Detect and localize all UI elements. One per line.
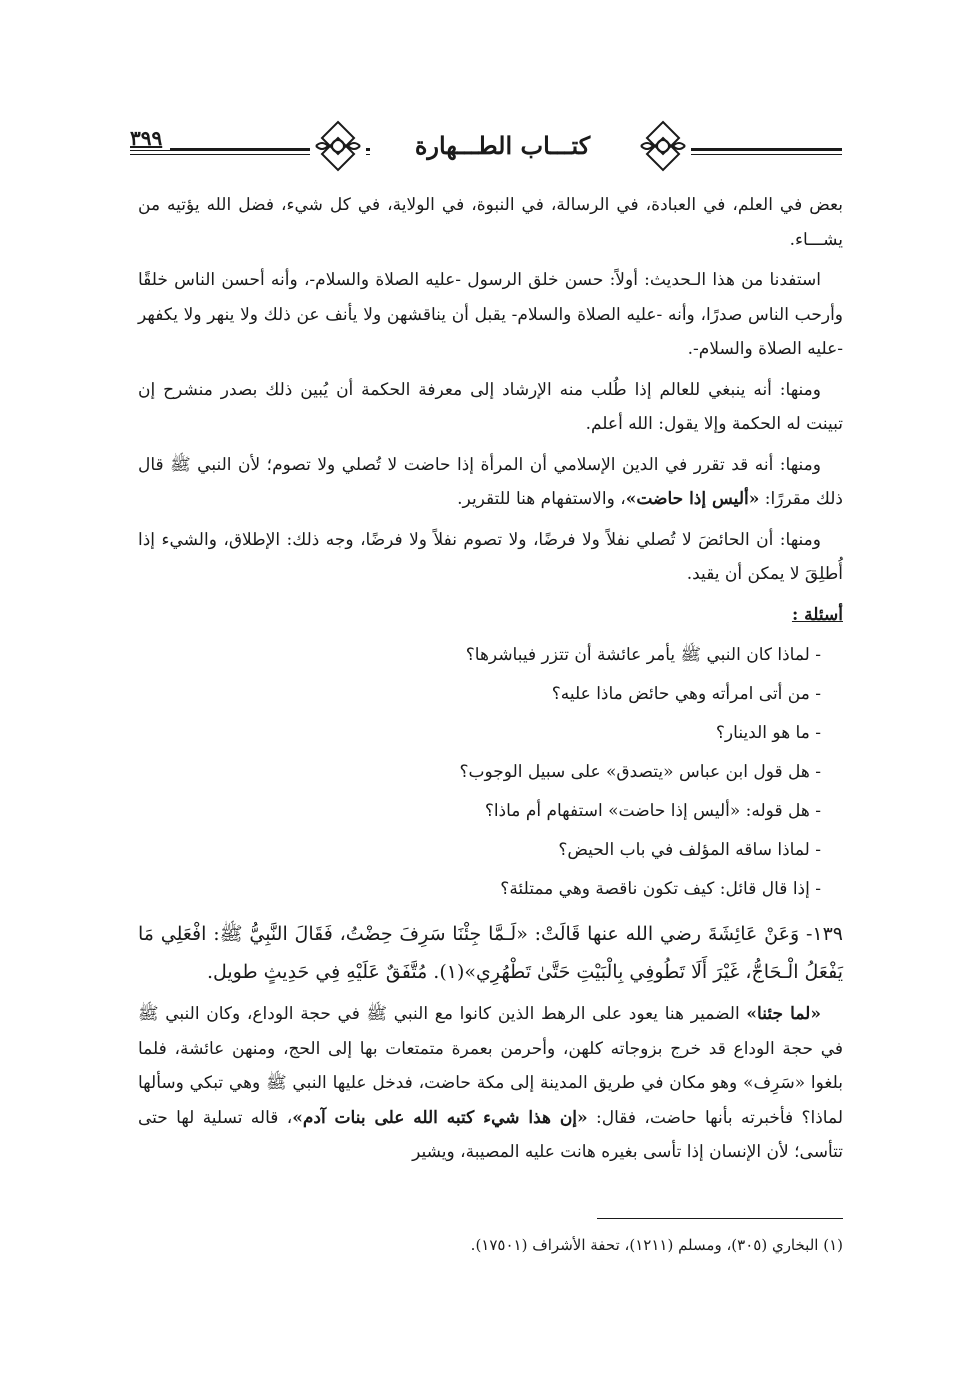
ornament-left-icon bbox=[310, 118, 366, 174]
commentary-lead: «لما جئنا» bbox=[746, 1004, 821, 1024]
question-item: - من أتى امرأته وهي حائض ماذا عليه؟ bbox=[551, 684, 821, 704]
commentary-text-a: الضمير هنا يعود على الرهط الذين كانوا مع النبي ﷺ في حجة الوداع، وكان النبي ﷺ في حجة الوداع قد خرج بزوجاته كلهن، وأحرمن بعمرة متمتعات بها إلى الحج، ومنهن عائشة، فلما بلغوا «سَرِف» وهو مكان في طريق المدينة إلى مكة حاضت، فدخل عليها النبي ﷺ وهي تبكي وسألها لماذا؟ فأخبرته بأنها حاضت، فقال: bbox=[138, 1004, 843, 1128]
page-body bbox=[138, 188, 843, 1176]
question-item: - لماذا ساقه المؤلف في باب الحيض؟ bbox=[558, 840, 821, 860]
paragraph-5: ومنها: أن الحائضَ لا تُصلي نفلاً ولا فرضًا، ولا تصوم نفلاً ولا فرضًا، وجه ذلك: الإطلاق، والشيء إذا أُطلِقَ لا يمكن أن يقيد. bbox=[138, 529, 843, 584]
hadith-text: ١٣٩- وَعَنْ عَائِشَةَ رضي الله عنها قَالَتْ: «لَـمَّا جِئْنَا سَرِفَ حِضْتُ، فَقَالَ النَّبِيُّ ﷺ: افْعَلِي مَا يَفْعَلُ الْـحَاجُّ، غَيْرَ أَلَا تَطُوفِي بِالْبَيْتِ حَتَّىٰ تَطْهُرِي»(١). مُتَّفَقٌ عَلَيْهِ فِي حَدِيثٍ طويل. bbox=[138, 923, 843, 983]
question-item: - إذا قال قائل: كيف تكون ناقصة وهي ممتلئة؟ bbox=[500, 879, 821, 899]
page-header bbox=[130, 118, 842, 174]
question-item: - هل قول ابن عباس «يتصدق» على سبيل الوجوب؟ bbox=[459, 762, 821, 782]
commentary-paragraph bbox=[138, 997, 843, 1170]
header-title-box bbox=[370, 126, 635, 166]
questions-heading bbox=[138, 598, 843, 633]
questions-heading-text: أسئلة : bbox=[791, 604, 843, 625]
page-number: ٣٩٩ bbox=[130, 126, 170, 150]
questions-list bbox=[138, 636, 843, 909]
paragraph-4-quote: «أليس إذا حاضت» bbox=[625, 489, 760, 509]
question-item: - لماذا كان النبي ﷺ يأمر عائشة أن تتزر فيباشرها؟ bbox=[465, 645, 821, 665]
paragraph-3: ومنها: أنه ينبغي للعالم إذا طُلب منه الإرشاد إلى معرفة الحكمة أن يُبين ذلك بصدر منشرح إن تبينت له الحكمة وإلا يقول: الله أعلم. bbox=[138, 379, 843, 434]
footnote-separator bbox=[597, 1218, 843, 1219]
commentary-quote: «إن هذا شيء كتبه الله على بنات آدم» bbox=[292, 1107, 588, 1128]
question-item: - ما هو الدينار؟ bbox=[715, 723, 821, 743]
paragraph-4-text-b: ، والاستفهام هنا للتقرير. bbox=[457, 489, 626, 509]
paragraph-1: بعض في العلم، في العبادة، في الرسالة، في النبوة، في الولاية، في كل شيء، فضل الله يؤتيه من يشـــاء. bbox=[138, 195, 843, 250]
ornament-right-icon bbox=[635, 118, 691, 174]
header-title: كتـــاب الطـــهارة bbox=[414, 131, 591, 160]
question-item: - هل قوله: «أليس إذا حاضت» استفهام أم ماذا؟ bbox=[484, 801, 821, 821]
footnote: (١) البخاري (٣٠٥)، ومسلم (١٢١١)، تحفة الأشراف (١٧٥٠١). bbox=[470, 1236, 843, 1254]
commentary-text-b: ، قاله تسلية لها حتى تتأسى؛ لأن الإنسان إذا تأسى بغيره هانت عليه المصيبة، ويشير bbox=[138, 1107, 843, 1162]
paragraph-2: استفدنا من هذا الـحديث: أولاً: حسن خلق الرسول -عليه الصلاة والسلام-، وأنه أحسن الناس خلقًا وأرحب الناس صدرًا، وأنه -عليه الصلاة والسلام- يقبل أن يناقشهن ولا يأنف عن ذلك ولا ينهر ولا يكفهر -عليه الصلاة والسلام-. bbox=[138, 270, 843, 359]
paragraph-4 bbox=[138, 448, 843, 517]
paragraph-4-text-a: ومنها: أنه قد تقرر في الدين الإسلامي أن المرأة إذا حاضت لا تُصلي ولا تصوم؛ لأن النبي ﷺ قال ذلك مقررًا: bbox=[138, 454, 843, 509]
